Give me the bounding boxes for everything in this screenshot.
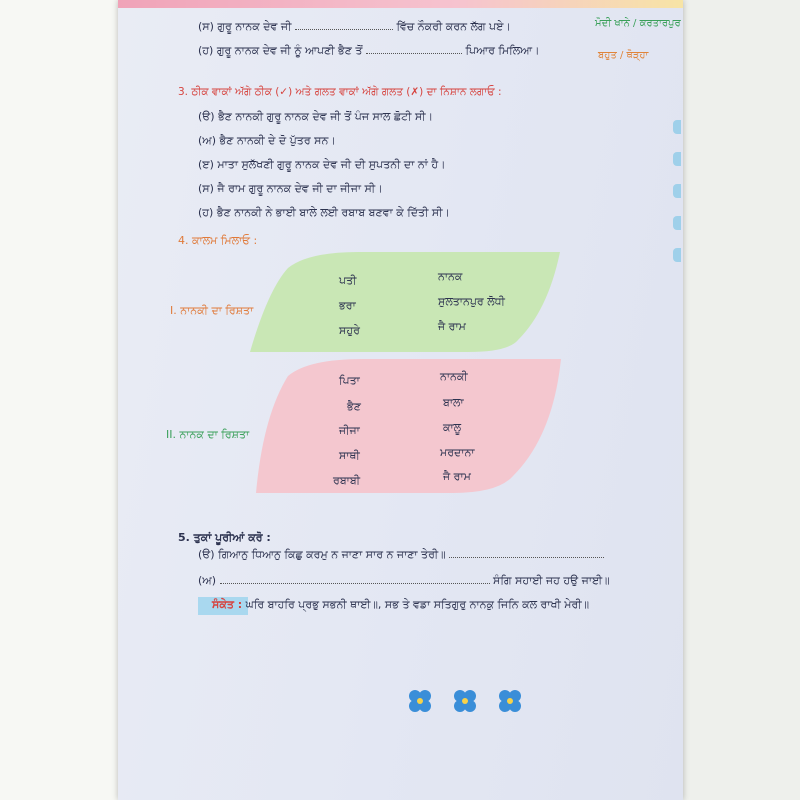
q3-item-2: (ਅ) ਭੈਣ ਨਾਨਕੀ ਦੇ ਦੋ ਪੁੱਤਰ ਸਨ।: [198, 134, 336, 147]
fill-line-h: [198, 44, 540, 58]
fill-line-s-suffix: ਵਿੱਚ ਨੌਕਰੀ ਕਰਨ ਲੱਗ ਪਏ।: [396, 20, 511, 33]
group2-left-5: ਰਬਾਬੀ: [333, 474, 361, 487]
group1-left-3: ਸਹੁਰੇ: [339, 324, 360, 337]
q5-hint: [212, 598, 589, 612]
blank-line: [220, 575, 490, 584]
group1-right-1: ਨਾਨਕ: [438, 270, 463, 283]
q4-heading: 4. ਕਾਲਮ ਮਿਲਾਓ :: [178, 234, 258, 247]
fill-line-s: [198, 20, 511, 34]
group2-right-4: ਮਰਦਾਨਾ: [440, 446, 475, 459]
q3-item-3: (ੲ) ਮਾਤਾ ਸੁਲੱਖਣੀ ਗੁਰੂ ਨਾਨਕ ਦੇਵ ਜੀ ਦੀ ਸੁਪਤਨੀ ਦਾ ਨਾਂ ਹੈ।: [198, 158, 446, 171]
group2-left-4: ਸਾਥੀ: [339, 449, 360, 462]
side-note-bottom: ਬਹੁਤ / ਥੋੜ੍ਹਾ: [598, 50, 649, 61]
flower-decoration-icon: [403, 686, 523, 716]
green-match-shape: [248, 250, 563, 355]
blank-line: [295, 21, 393, 30]
group2-right-5: ਜੈ ਰਾਮ: [443, 470, 471, 483]
q5-heading: 5. ਤੁਕਾਂ ਪੂਰੀਆਂ ਕਰੋ :: [178, 531, 271, 544]
group2-left-2: ਭੈਣ: [347, 400, 361, 413]
group1-left-1: ਪਤੀ: [339, 274, 357, 287]
group2-label: II. ਨਾਨਕ ਦਾ ਰਿਸ਼ਤਾ: [166, 428, 250, 441]
top-color-band: [118, 0, 683, 8]
group1-left-2: ਭਰਾ: [339, 299, 356, 312]
background-left: [0, 0, 118, 800]
q5-line-a: [198, 548, 604, 562]
q3-item-5: (ਹ) ਭੈਣ ਨਾਨਕੀ ਨੇ ਭਾਈ ਬਾਲੇ ਲਈ ਰਬਾਬ ਬਣਵਾ ਕੇ ਦਿੱਤੀ ਸੀ।: [198, 206, 450, 219]
group2-right-3: ਕਾਲੂ: [443, 421, 462, 434]
q3-heading: 3. ਠੀਕ ਵਾਕਾਂ ਅੱਗੇ ਠੀਕ (✓) ਅਤੇ ਗਲਤ ਵਾਕਾਂ ਅੱਗੇ ਗਲਤ (✗) ਦਾ ਨਿਸ਼ਾਨ ਲਗਾਓ :: [178, 86, 502, 98]
blank-line: [366, 45, 462, 54]
fill-line-h-suffix: ਪਿਆਰ ਮਿਲਿਆ।: [465, 44, 540, 57]
hint-text: ਘਰਿ ਬਾਹਰਿ ਪ੍ਰਭੁ ਸਭਨੀ ਥਾਈ॥, ਸਭ ਤੇ ਵਡਾ ਸਤਿਗੁਰੁ ਨਾਨਕੁ ਜਿਨਿ ਕਲ ਰਾਖੀ ਮੇਰੀ॥: [245, 598, 590, 611]
fill-line-h-prefix: (ਹ) ਗੁਰੂ ਨਾਨਕ ਦੇਵ ਜੀ ਨੂੰ ਆਪਣੀ ਭੈਣ ਤੋਂ: [198, 44, 363, 57]
side-note-top: ਮੋਦੀ ਖਾਨੇ / ਕਰਤਾਰਪੁਰ: [595, 18, 681, 29]
fill-line-s-prefix: (ਸ) ਗੁਰੂ ਨਾਨਕ ਦੇਵ ਜੀ: [198, 20, 292, 33]
book-page: [118, 0, 683, 800]
group2-right-1: ਨਾਨਕੀ: [440, 370, 468, 383]
group1-right-3: ਜੈ ਰਾਮ: [438, 320, 466, 333]
background-right: [683, 0, 800, 800]
q5-line-b: [198, 574, 610, 588]
q5-line-b-suffix: ਸੰਗਿ ਸਹਾਈ ਜਹ ਹਉ ਜਾਈ॥: [493, 574, 610, 587]
group2-left-3: ਜੀਜਾ: [339, 424, 360, 437]
group2-right-2: ਬਾਲਾ: [443, 396, 464, 409]
hint-label: ਸੰਕੇਤ :: [212, 598, 243, 611]
group1-label: I. ਨਾਨਕੀ ਦਾ ਰਿਸ਼ਤਾ: [170, 304, 254, 317]
q3-item-1: (ੳ) ਭੈਣ ਨਾਨਕੀ ਗੁਰੂ ਨਾਨਕ ਦੇਵ ਜੀ ਤੋਂ ਪੰਜ ਸਾਲ ਛੋਟੀ ਸੀ।: [198, 110, 434, 123]
q5-line-b-prefix: (ਅ): [198, 574, 217, 587]
group2-left-1: ਪਿਤਾ: [339, 374, 360, 387]
q3-item-4: (ਸ) ਜੈ ਰਾਮ ਗੁਰੂ ਨਾਨਕ ਦੇਵ ਜੀ ਦਾ ਜੀਜਾ ਸੀ।: [198, 182, 383, 195]
q5-line-a-text: (ੳ) ਗਿਆਨੁ ਧਿਆਨੁ ਕਿਛੁ ਕਰਮੁ ਨ ਜਾਣਾ ਸਾਰ ਨ ਜਾਣਾ ਤੇਰੀ॥: [198, 548, 446, 561]
blank-line: [449, 549, 604, 558]
margin-tabs: [673, 120, 683, 280]
group1-right-2: ਸੁਲਤਾਨਪੁਰ ਲੋਧੀ: [438, 295, 505, 308]
pink-match-shape: [253, 356, 563, 496]
